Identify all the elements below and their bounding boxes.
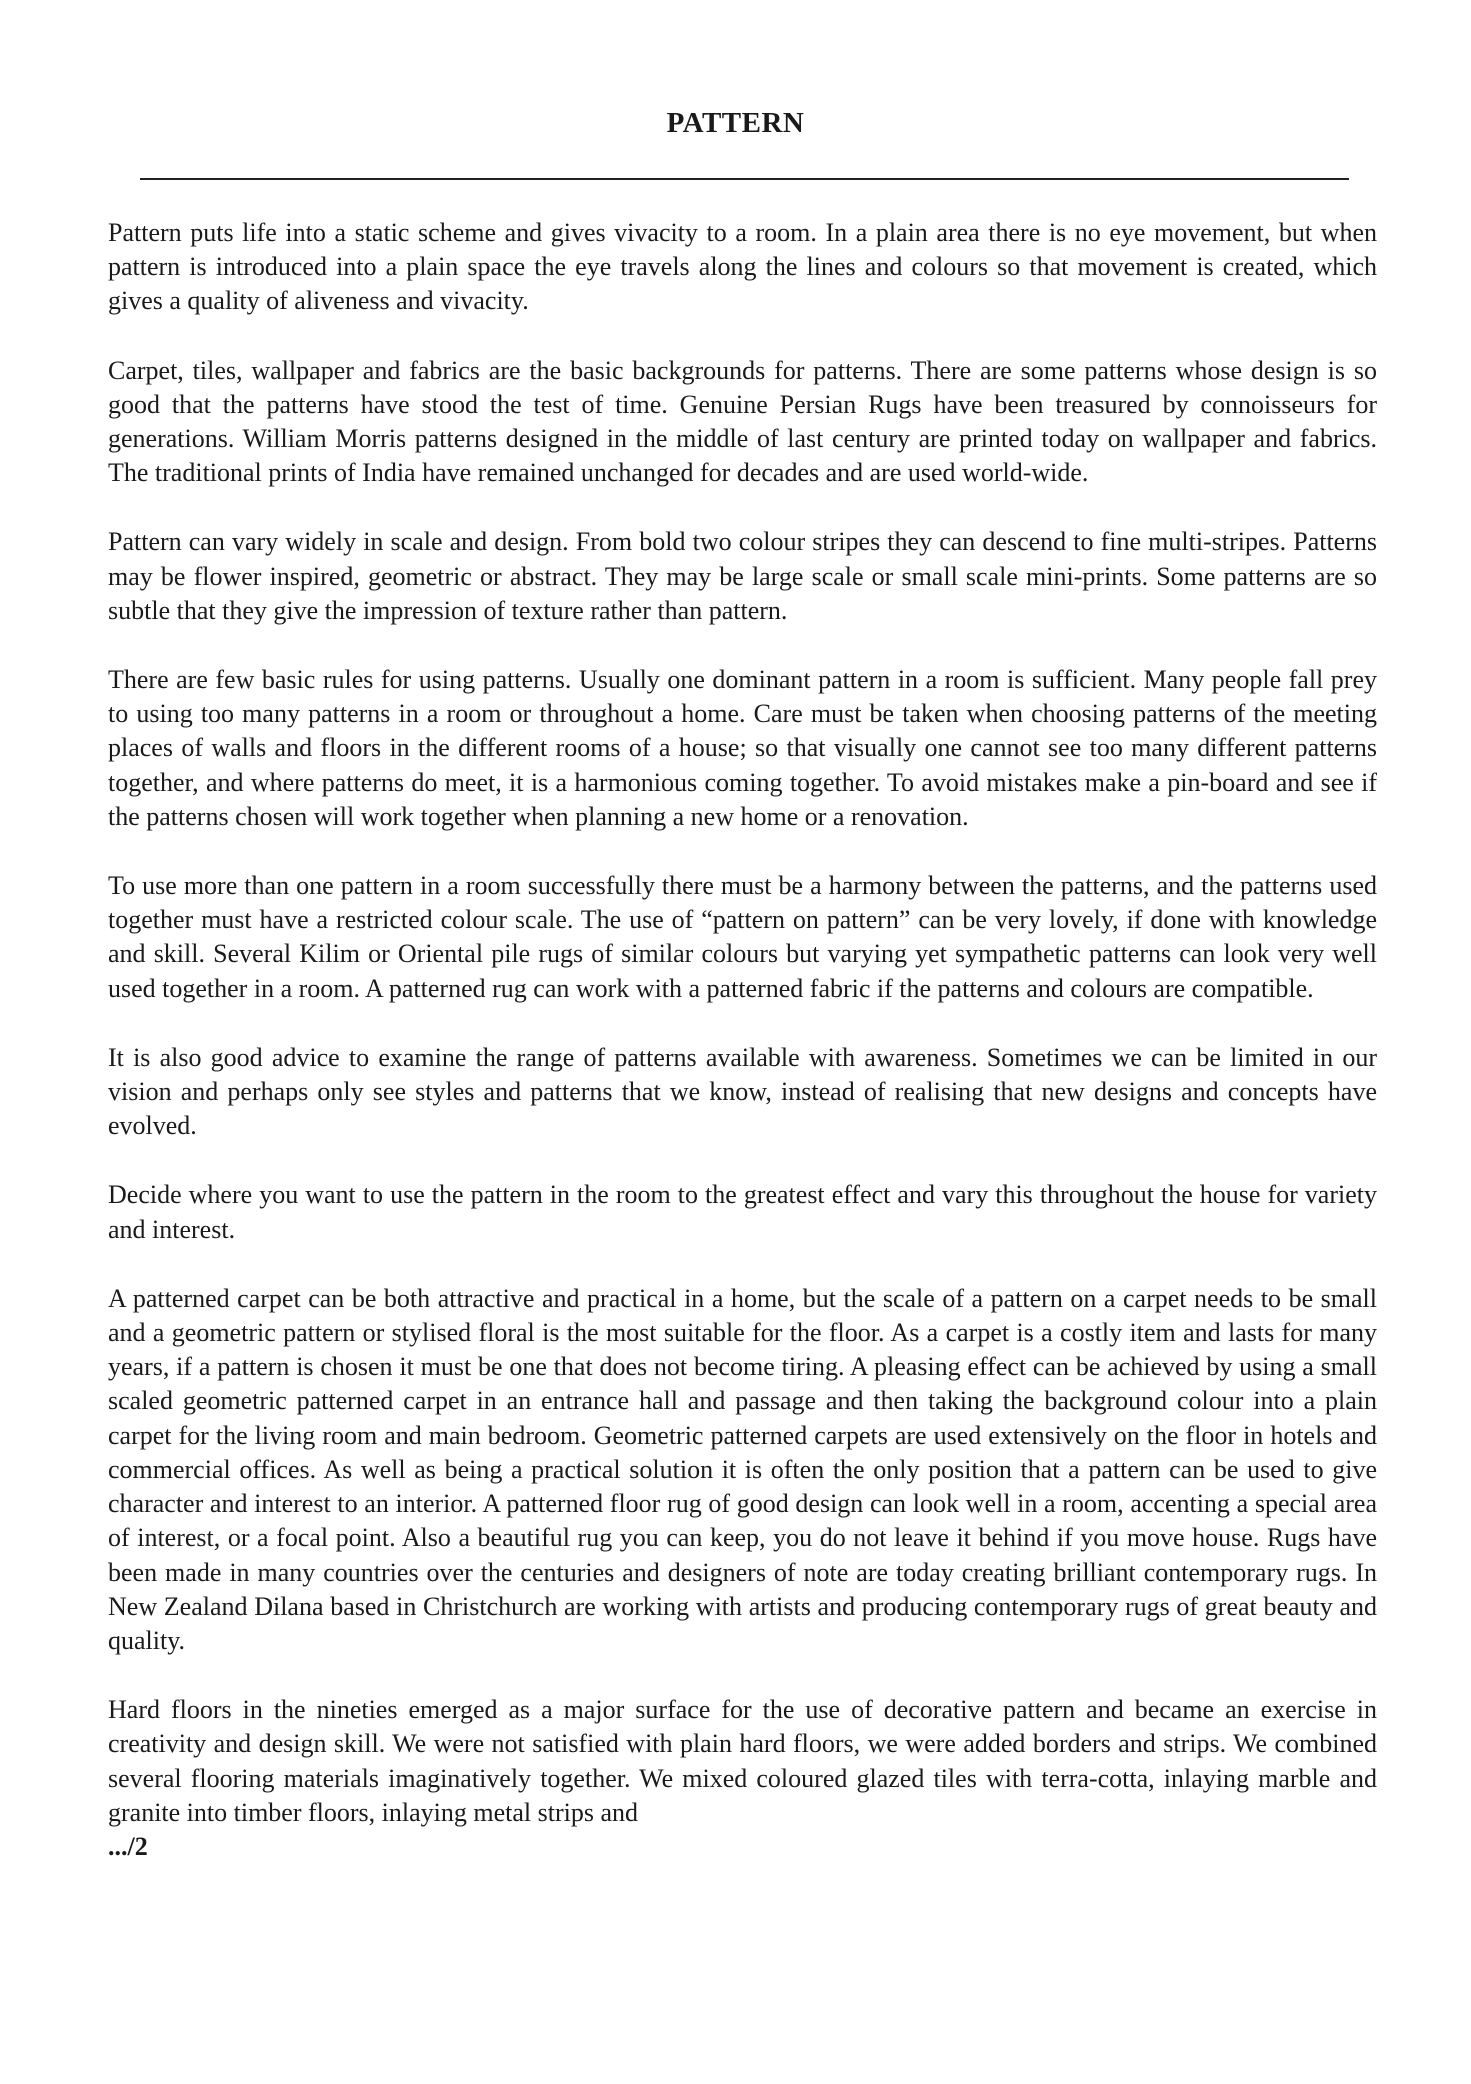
paragraph-5: To use more than one pattern in a room successfully there must be a harmony between the patterns, and the patterns used together must have a restricted colour scale. The use of “pattern on pattern” can be very lovely, if done with knowledge and skill. Several Kilim or Oriental pile rugs of similar colours but varying yet sympathetic patterns can look very well used together in a room. A patterned rug can work with a patterned fabric if the patterns and colours are compatible. [108,871,1377,1003]
paragraph-7: Decide where you want to use the pattern in the room to the greatest effect and vary this throughout the house for variety and interest. [108,1180,1377,1244]
page-title: PATTERN [666,107,805,139]
paragraph-9: Hard floors in the nineties emerged as a major surface for the use of decorative pattern and became an exercise in creativity and design skill. We were not satisfied with plain hard floors, we were added borders and strips. We combined several flooring materials imaginatively together. We mixed coloured glazed tiles with terra-cotta, inlaying marble and granite into timber floors, inlaying metal strips and [108,1695,1377,1827]
paragraph-3: Pattern can vary widely in scale and design. From bold two colour stripes they can descend to fine multi-stripes. Patterns may be flower inspired, geometric or abstract. They may be large scale or small scale mini-prints. Some patterns are so subtle that they give the impression of texture rather than pattern. [108,527,1377,625]
paragraph-6: It is also good advice to examine the range of patterns available with awareness. Sometimes we can be limited in our vision and perhaps only see styles and patterns that we know, instead of realising that new designs and concepts have evolved. [108,1042,1377,1141]
paragraph-4: There are few basic rules for using patterns. Usually one dominant pattern in a room is sufficient. Many people fall prey to using too many patterns in a room or throughout a home. Care must be taken when choosing patterns of the meeting places of walls and floors in the different rooms of a house; so that visually one cannot see too many different patterns together, and where patterns do meet, it is a harmonious coming together. To avoid mistakes make a pin-board and see if the patterns chosen will work together when planning a new home or a renovation. [108,665,1377,831]
paragraph-2: Carpet, tiles, wallpaper and fabrics are the basic backgrounds for patterns. There are some patterns whose design is so good that the patterns have stood the test of time. Genuine Persian Rugs have been treasured by connoisseurs for generations. William Morris patterns designed in the middle of last century are printed today on wallpaper and fabrics. The traditional prints of India have remained unchanged for decades and are used world-wide. [108,355,1377,488]
page-continuation-marker: .../2 [108,1831,148,1861]
title-divider [140,178,1349,180]
paragraph-8: A patterned carpet can be both attractive and practical in a home, but the scale of a pattern on a carpet needs to be small and a geometric pattern or stylised floral is the most suitable for the floor. As a carpet is a costly item and lasts for many years, if a pattern is chosen it must be one that does not become tiring. A pleasing effect can be achieved by using a small scaled geometric patterned carpet in an entrance hall and passage and then taking the background colour into a plain carpet for the living room and main bedroom. Geometric patterned carpets are used extensively on the floor in hotels and commercial offices. As well as being a practical solution it is often the only position that a pattern can be used to give character and interest to an interior. A patterned floor rug of good design can look well in a room, accenting a special area of interest, or a focal point. Also a beautiful rug you can keep, you do not leave it behind if you move house. Rugs have been made in many countries over the centuries and designers of note are today creating brilliant contemporary rugs. In New Zealand Dilana based in Christchurch are working with artists and producing contemporary rugs of great beauty and quality. [108,1283,1377,1655]
document-body [108,216,1377,1864]
paragraph-1: Pattern puts life into a static scheme and gives vivacity to a room. In a plain area there is no eye movement, but when pattern is introduced into a plain space the eye travels along the lines and colours so that movement is created, which gives a quality of aliveness and vivacity. [108,218,1377,316]
